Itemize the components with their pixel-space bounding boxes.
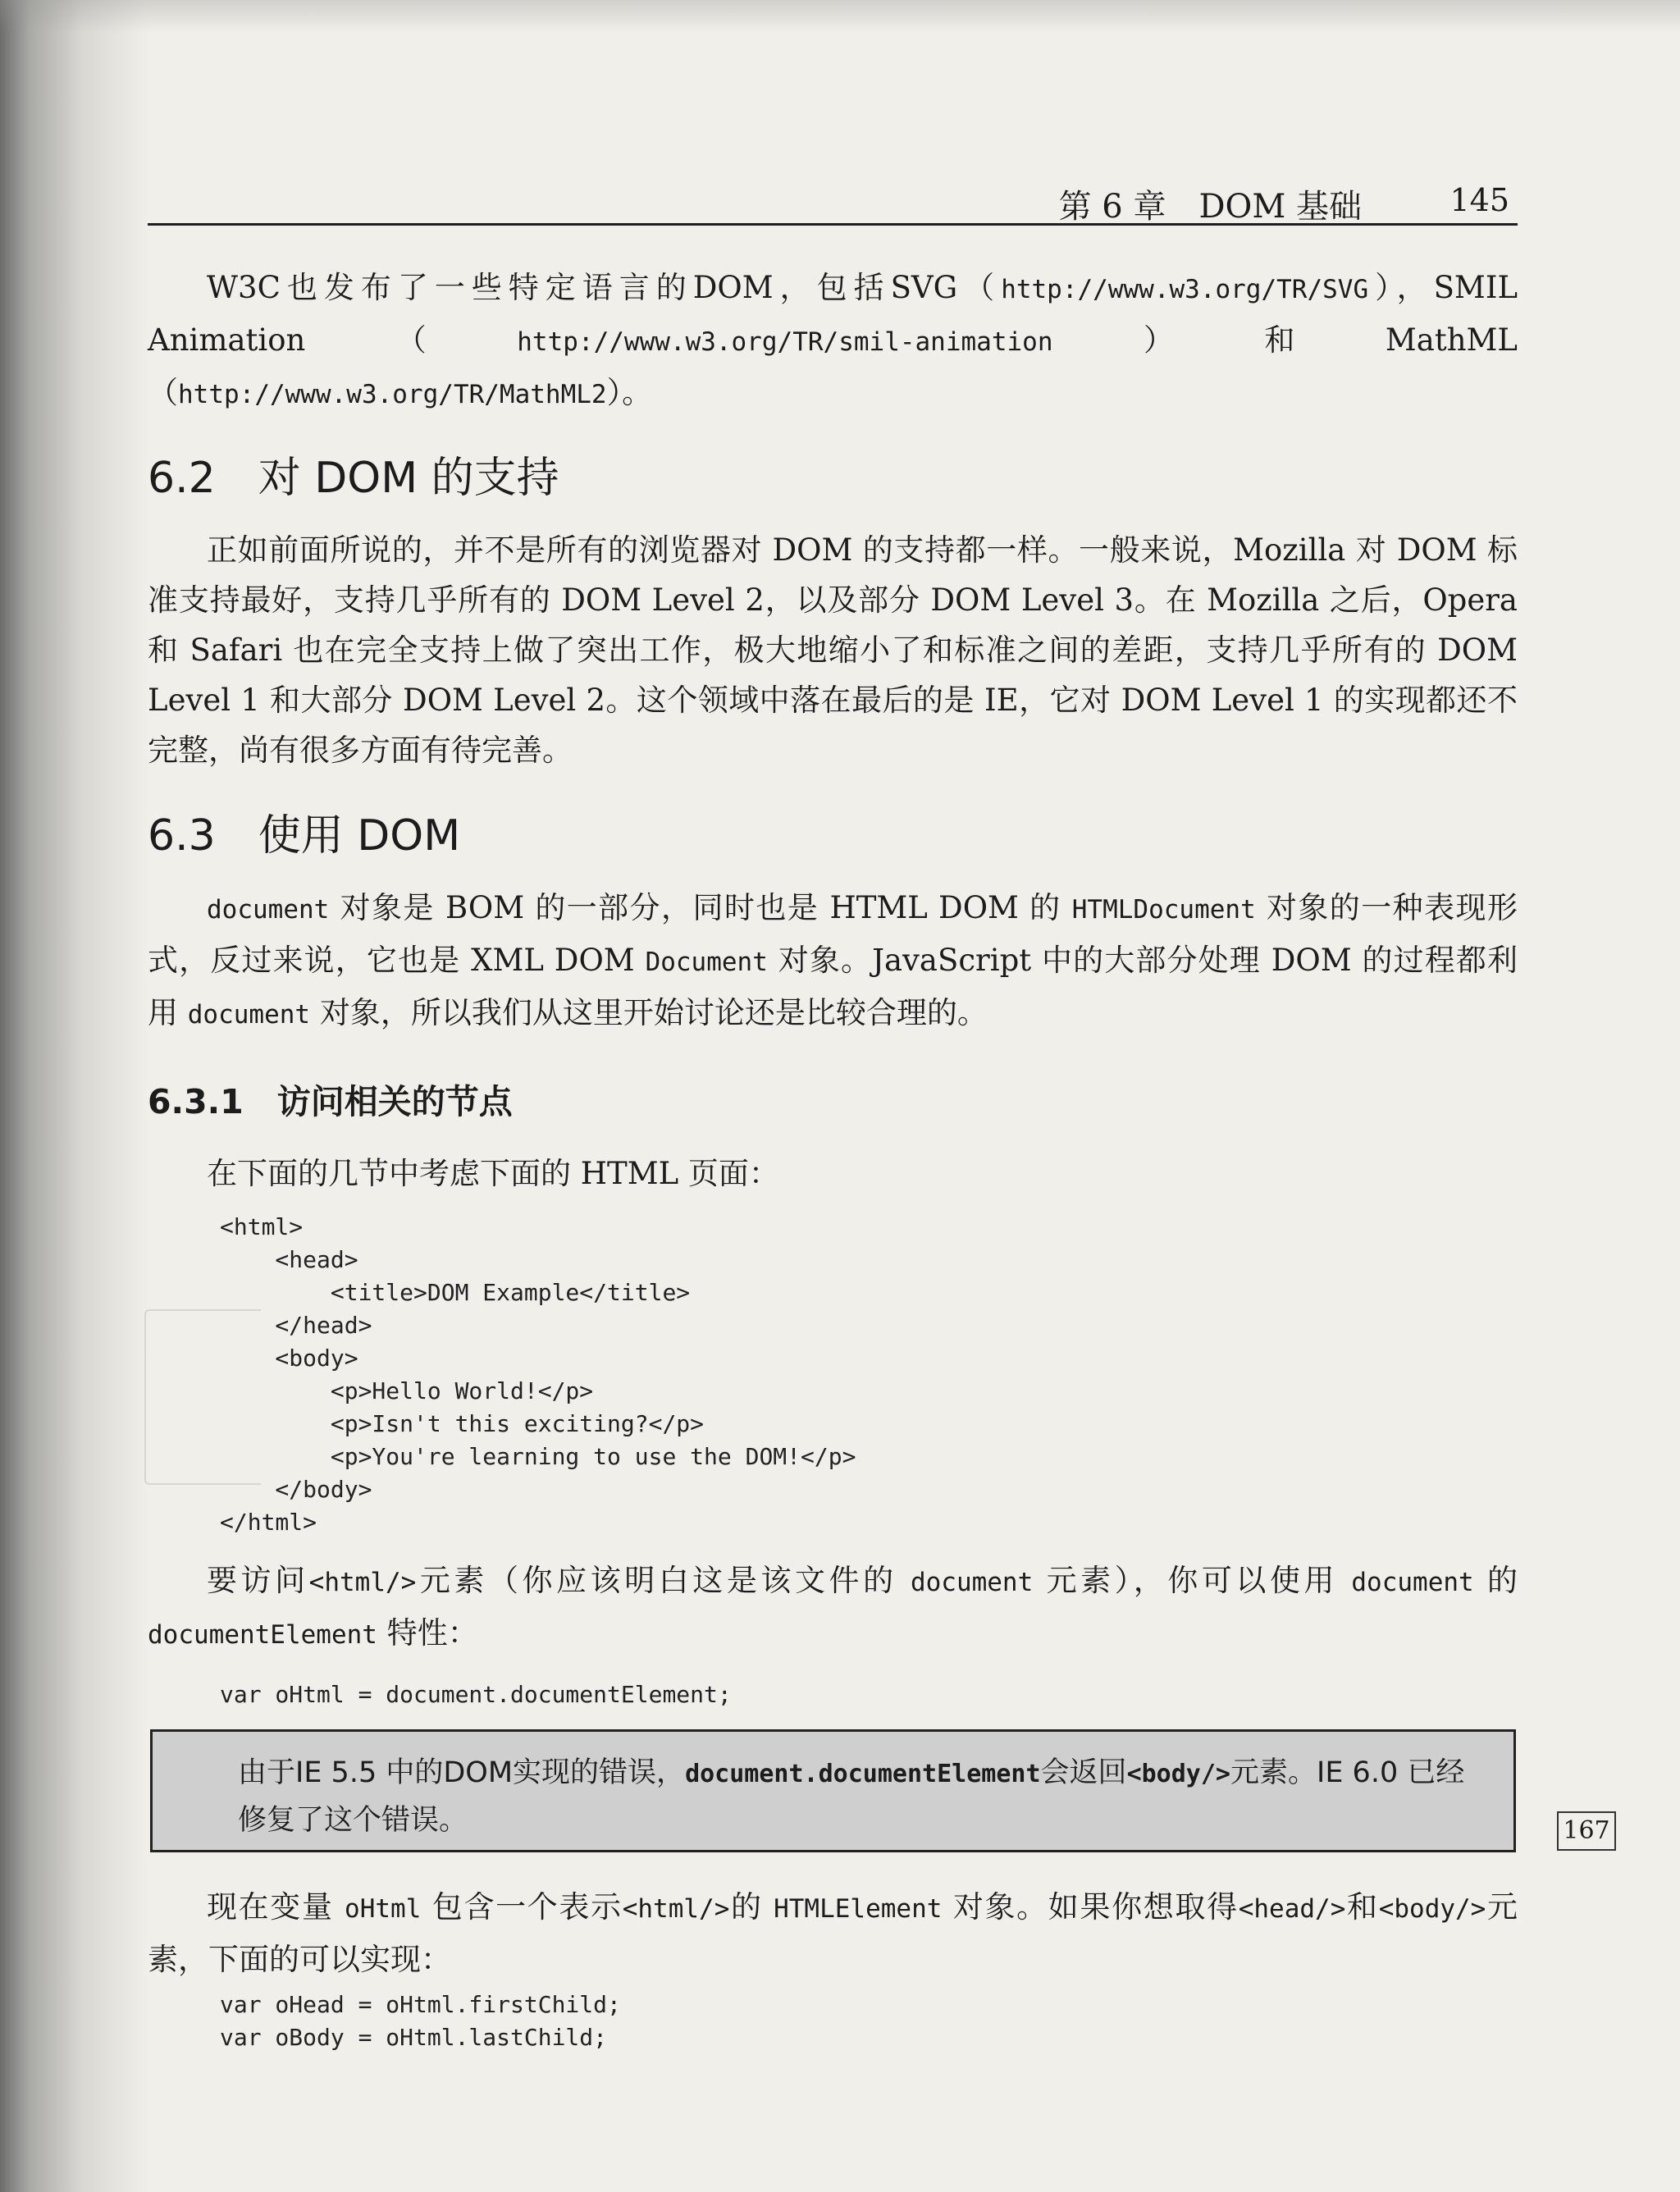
margin-page-number: 167 — [1557, 1811, 1616, 1851]
body-text: 要访问 — [207, 1563, 309, 1598]
note-text: 会返回 — [1040, 1756, 1127, 1789]
intro-text-4: ）。 — [606, 375, 653, 410]
term-body-tag: <body/> — [1378, 1894, 1486, 1924]
term-html-tag: <html/> — [308, 1568, 417, 1597]
code-html-example: <html> <head> <title>DOM Example</title> </head> <body> <p>Hello World!</p> <p>Isn't this exciting?</p> <p>You're learning to use the DOM!</p> </body> </html> — [220, 1213, 856, 1536]
term-document: document — [1351, 1568, 1474, 1597]
body-text: 对象是 BOM 的一部分，同时也是 HTML DOM 的 — [329, 890, 1072, 925]
code-document-element: var oHtml = document.documentElement; — [220, 1681, 732, 1708]
ie-bug-note — [150, 1729, 1516, 1852]
note-code-body-tag: <body/> — [1126, 1760, 1230, 1788]
intro-text-3: ）和MathML（ — [148, 322, 1518, 410]
book-gutter-shadow — [0, 0, 148, 2192]
intro-paragraph — [148, 263, 1518, 420]
body-text: 元素），你可以使用 — [1033, 1563, 1352, 1598]
top-edge-shadow — [0, 0, 1680, 33]
header-page-number: 145 — [1449, 182, 1509, 218]
term-document: document — [207, 895, 330, 925]
section-6-3-1-heading: 6.3.1 访问相关的节点 — [148, 1082, 513, 1121]
header-chapter-title: 第 6 章 DOM 基础 — [1058, 188, 1362, 226]
section-6-3-heading: 6.3 使用 DOM — [148, 811, 461, 861]
ohtml-paragraph — [148, 1882, 1518, 1984]
note-text: 元素。IE 6.0 已经修复了这个错误。 — [238, 1756, 1465, 1837]
document-element-paragraph — [148, 1555, 1518, 1660]
note-text: 由于IE 5.5 中的DOM实现的错误， — [238, 1756, 686, 1789]
html-page-intro: 在下面的几节中考虑下面的 HTML 页面： — [207, 1156, 779, 1191]
url-svg: http://www.w3.org/TR/SVG — [1001, 275, 1369, 304]
term-document-class: Document — [645, 948, 768, 977]
body-text: 元素，下面的可以实现： — [148, 1889, 1518, 1977]
term-htmldocument: HTMLDocument — [1071, 895, 1256, 925]
body-text: 现在变量 — [207, 1889, 345, 1925]
section-6-2-body: 正如前面所说的，并不是所有的浏览器对 DOM 的支持都一样。一般来说，Mozilla 对 DOM 标准支持最好，支持几乎所有的 DOM Level 2，以及部分 DOM Level 3。在 Mozilla 之后，Opera 和 Safari 也在完全支持上做了突出工作，极大地缩小了和标准之间的差距，支持几乎所有的 DOM Level 1 和大部分 DOM Level 2。这个领域中落在最后的是 IE，它对 DOM Level 1 的实现都还不完整，尚有很多方面有待完善。 — [148, 532, 1518, 768]
body-text: 对象，所以我们从这里开始讨论还是比较合理的。 — [310, 995, 988, 1030]
url-mathml: http://www.w3.org/TR/MathML2 — [178, 380, 607, 409]
body-text: 的 — [1473, 1563, 1518, 1598]
body-text: 特性： — [377, 1615, 478, 1651]
body-text: 对象。如果你想取得 — [942, 1889, 1239, 1925]
section-6-3-body — [148, 883, 1518, 1040]
body-text: 和 — [1345, 1889, 1379, 1925]
intro-text-2: ），SMIL Animation（ — [148, 270, 1518, 358]
url-smil: http://www.w3.org/TR/smil-animation — [517, 327, 1053, 357]
body-text: 元素（你应该明白这是该文件的 — [416, 1563, 911, 1598]
term-document: document — [910, 1568, 1034, 1597]
body-text: 对象。JavaScript 中的大部分处理 DOM 的过程都利用 — [148, 943, 1518, 1030]
term-htmlelement: HTMLElement — [774, 1894, 943, 1924]
running-header — [148, 174, 1518, 226]
note-code-document-element: document.documentElement — [685, 1760, 1041, 1788]
body-text: 包含一个表示 — [421, 1889, 623, 1925]
term-html-tag: <html/> — [622, 1894, 730, 1924]
term-head-tag: <head/> — [1238, 1894, 1346, 1924]
intro-text-1: W3C也发布了一些特定语言的DOM，包括SVG（ — [207, 270, 1002, 305]
term-document: document — [187, 1000, 311, 1030]
body-text: 对象的一种表现形式，反过来说，它也是 XML DOM — [148, 890, 1518, 978]
term-ohtml: oHtml — [345, 1894, 422, 1924]
term-documentelement: documentElement — [148, 1620, 377, 1650]
section-6-2-heading: 6.2 对 DOM 的支持 — [148, 454, 559, 503]
body-text: 的 — [729, 1889, 774, 1925]
code-children: var oHead = oHtml.firstChild; var oBody = oHtml.lastChild; — [220, 1991, 621, 2051]
